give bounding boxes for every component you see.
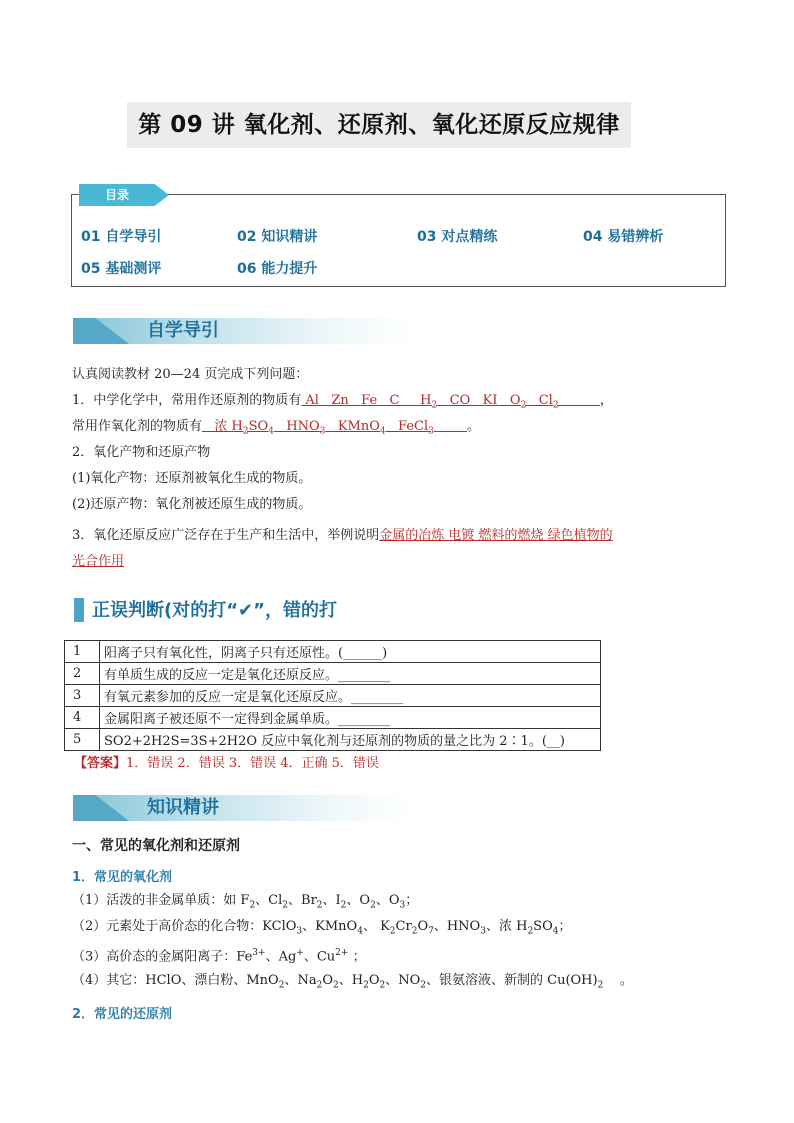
row-text: 阳离子只有氧化性，阴离子只有还原性。(______)	[100, 641, 601, 663]
table-row	[65, 685, 601, 707]
toc-item-2[interactable]: 02 知识精讲	[237, 229, 318, 245]
toc-item-6[interactable]: 06 能力提升	[237, 261, 318, 277]
q3-answer-2: 光合作用	[72, 554, 125, 569]
oxidant-line-3: （3）高价态的金属阳离子：$Fe^{3+}$、Ag+、$Cu^{2+}$ ；	[72, 948, 366, 965]
section-heading-knowledge	[73, 795, 413, 821]
section-title: 知识精讲	[147, 797, 219, 818]
subheading-common-oxidants: 1．常见的氧化剂	[72, 870, 173, 885]
row-text: 金属阳离子被还原不一定得到金属单质。________	[100, 707, 601, 729]
table-row	[65, 641, 601, 663]
row-text: SO2+2H2S=3S+2H2O 反应中氧化剂与还原剂的物质的量之比为 2∶1。(__)	[100, 729, 601, 751]
table-row	[65, 707, 601, 729]
question-2b: (2)还原产物：氧化剂被还原生成的物质。	[72, 497, 312, 512]
q1b-answer: 浓 $H_2SO_4$ $HNO_3$ KMnO$_4$ FeCl$_3$	[202, 419, 434, 437]
question-1	[72, 392, 613, 415]
judge-marker	[74, 598, 84, 622]
toc-tab-label: 目录	[104, 188, 129, 202]
row-number: 4	[65, 707, 100, 729]
question-3	[72, 527, 613, 545]
toc-item-1[interactable]: 01 自学导引	[81, 229, 162, 245]
intro-text: 认真阅读教材 20—24 页完成下列问题：	[72, 367, 309, 382]
question-2a: (1)氧化产物：还原剂被氧化生成的物质。	[72, 471, 312, 486]
row-number: 5	[65, 729, 100, 751]
table-row	[65, 663, 601, 685]
row-number: 3	[65, 685, 100, 707]
section-heading-self-study	[73, 318, 413, 344]
judge-answer	[74, 752, 379, 771]
oxidant-line-2: （2）元素处于高价态的化合物：KClO$_3$、KMnO$_4$、 $K_2Cr_2O_7$、$HNO_3$、浓 $H_2SO_4$；	[72, 919, 572, 937]
subheading-oxidants-reductants: 一、常见的氧化剂和还原剂	[72, 838, 240, 854]
subheading-common-reductants: 2．常见的还原剂	[72, 1007, 173, 1022]
q3-answer-1: 金属的冶炼 电镀 燃料的燃烧 绿色植物的	[379, 528, 613, 543]
q1-tail: ，	[599, 393, 613, 408]
q1-prefix: 1．中学化学中，常用作还原剂的物质有	[72, 393, 302, 408]
section-title: 自学导引	[147, 320, 219, 341]
toc-item-5[interactable]: 05 基础测评	[81, 261, 162, 277]
row-text: 有氧元素参加的反应一定是氧化还原反应。________	[100, 685, 601, 707]
q3-prefix: 3．氧化还原反应广泛存在于生产和生活中，举例说明	[72, 528, 380, 543]
q1-answer: Al Zn Fe C $H_2$ CO KI $O_2$ $Cl_2$	[301, 393, 559, 411]
page-title: 第 09 讲 氧化剂、还原剂、氧化还原反应规律	[138, 112, 620, 138]
oxidant-line-1: （1）活泼的非金属单质：如 $F_2$、$Cl_2$、$Br_2$、$I_2$、$O_2$、$O_3$；	[72, 893, 419, 911]
toc-item-3[interactable]: 03 对点精练	[417, 229, 498, 245]
q1b-tail: 。	[466, 419, 480, 434]
answer-text: 1．错误 2．错误 3．错误 4．正确 5．错误	[126, 756, 379, 771]
heading-gradient	[73, 318, 413, 344]
row-number: 1	[65, 641, 100, 663]
q1b-prefix: 常用作氧化剂的物质有	[72, 419, 203, 434]
question-2: 2．氧化产物和还原产物	[72, 445, 211, 460]
question-1b	[72, 418, 480, 441]
judge-table	[64, 640, 601, 751]
row-number: 2	[65, 663, 100, 685]
toc-item-4[interactable]: 04 易错辨析	[583, 229, 664, 245]
answer-label: 【答案】	[74, 756, 127, 771]
judge-heading: 正误判断(对的打“✔”，错的打	[92, 600, 337, 621]
table-row	[65, 729, 601, 751]
oxidant-line-4: （4）其它：HClO、漂白粉、MnO$_2$、$Na_2O_2$、$H_2O_2$、$NO_2$、银氨溶液、新制的 $Cu(OH)_2$ 。	[72, 973, 633, 991]
row-text: 有单质生成的反应一定是氧化还原反应。________	[100, 663, 601, 685]
heading-gradient	[73, 795, 413, 821]
